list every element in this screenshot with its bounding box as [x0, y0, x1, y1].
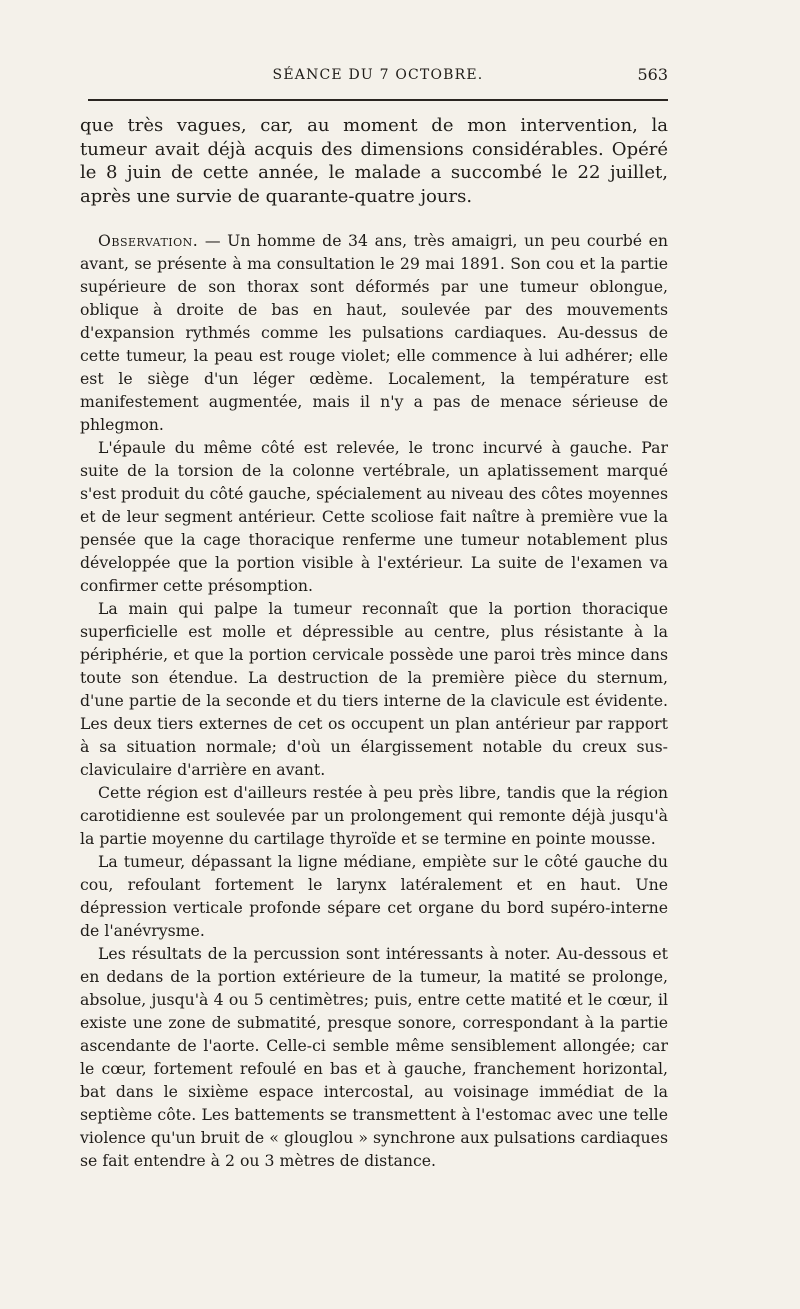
running-header [88, 64, 668, 90]
observation-label: Observation. [98, 231, 199, 250]
header-rule [88, 99, 668, 101]
lead-paragraph: que très vagues, car, au moment de mon intervention, la tumeur avait déjà acquis des dimensions considérables. Opéré le 8 juin de cette année, le malade a succombé le 22 juillet, après une survie de quarante-quatre jours. [80, 115, 668, 207]
header-title: SÉANCE DU 7 OCTOBRE. [272, 67, 484, 83]
body-paragraph: L'épaule du même côté est relevée, le tronc incurvé à gauche. Par suite de la torsion de la colonne vertébrale, un aplatissement marqué s'est produit du côté gauche, spécialement au niveau des côtes moyennes et de leur segment antérieur. Cette scoliose fait naître à première vue la pensée que la cage thoracique renferme une tumeur notablement plus développée que la portion visible à l'extérieur. La suite de l'examen va confirmer cette présomption. [80, 438, 668, 595]
body-paragraph: La main qui palpe la tumeur reconnaît que la portion thoracique superficielle est molle et dépressible au centre, plus résistante à la périphérie, et que la portion cervicale possède une paroi très mince dans toute son étendue. La destruction de la première pièce du sternum, d'une partie de la seconde et du tiers interne de la clavicule est évidente. Les deux tiers externes de cet os occupent un plan antérieur par rapport à sa situation normale; d'où un élargissement notable du creux sus-claviculaire d'arrière en avant. [80, 599, 668, 779]
observation-paragraph [80, 229, 668, 436]
page-number: 563 [637, 65, 668, 84]
observation-text: — Un homme de 34 ans, très amaigri, un peu courbé en avant, se présente à ma consultation le 29 mai 1891. Son cou et la partie supérieure de son thorax sont déformés par une tumeur oblongue, oblique à droite de bas en haut, soulevée par des mouvements d'expansion rythmés comme les pulsations cardiaques. Au-dessus de cette tumeur, la peau est rouge violet; elle commence à lui adhérer; elle est le siège d'un léger œdème. Localement, la température est manifestement augmentée, mais il n'y a pas de menace sérieuse de phlegmon. [80, 231, 668, 434]
body-paragraph: La tumeur, dépassant la ligne médiane, empiète sur le côté gauche du cou, refoulant fortement le larynx latéralement et en haut. Une dépression verticale profonde sépare cet organe du bord supéro-interne de l'anévrysme. [80, 852, 668, 940]
body-paragraph: Cette région est d'ailleurs restée à peu près libre, tandis que la région carotidienne est soulevée par un prolongement qui remonte déjà jusqu'à la partie moyenne du cartilage thyroïde et se termine en pointe mousse. [80, 783, 668, 848]
body-text [80, 114, 668, 1172]
body-paragraph: Les résultats de la percussion sont intéressants à noter. Au-dessous et en dedans de la portion extérieure de la tumeur, la matité se prolonge, absolue, jusqu'à 4 ou 5 centimètres; puis, entre cette matité et le cœur, il existe une zone de submatité, presque sonore, correspondant à la partie ascendante de l'aorte. Celle-ci semble même sensiblement allongée; car le cœur, fortement refoulé en bas et à gauche, franchement horizontal, bat dans le sixième espace intercostal, au voisinage immédiat de la septième côte. Les battements se transmettent à l'estomac avec une telle violence qu'un bruit de « glouglou » synchrone aux pulsations cardiaques se fait entendre à 2 ou 3 mètres de distance. [80, 944, 668, 1170]
